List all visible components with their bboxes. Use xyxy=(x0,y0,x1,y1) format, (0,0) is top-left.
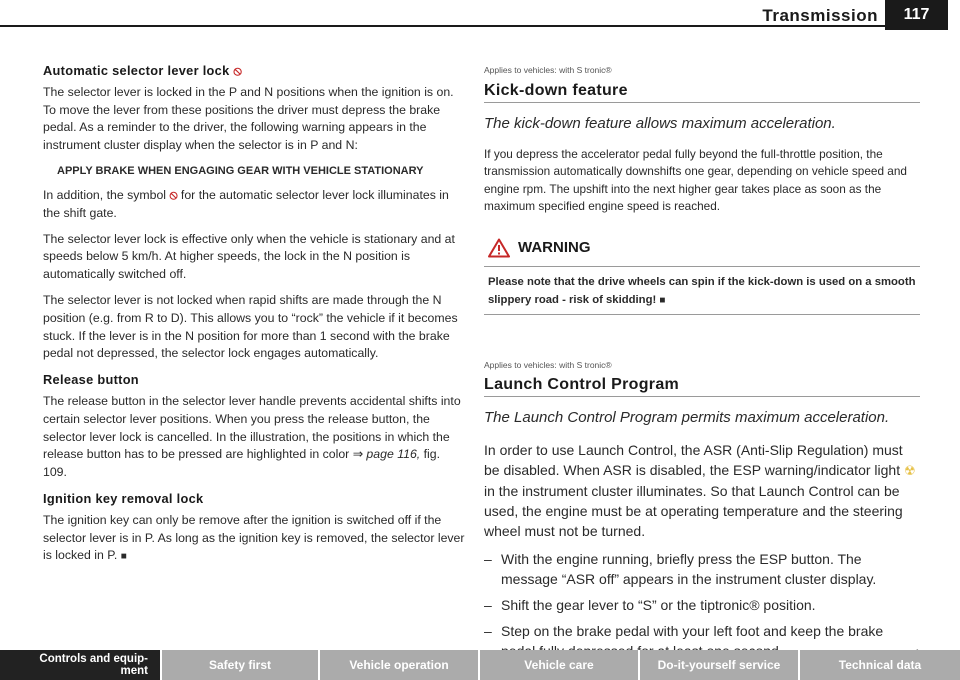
esp-warning-light-icon: ☢ xyxy=(904,463,916,479)
tab-safety-first[interactable]: Safety first xyxy=(162,650,320,680)
applies-to-note: Applies to vehicles: with S tronic® xyxy=(484,65,612,75)
paragraph: The selector lever is locked in the P and N positions when the ignition is on. To move the lever from these positions the driver must depress the brake pedal. As a reminder to the driver, the following warning appears in the instrument cluster display when the selector is in P and N: xyxy=(43,84,454,153)
step-item: – Shift the gear lever to “S” or the tiptronic® position. xyxy=(484,597,816,614)
warning-box xyxy=(484,236,920,315)
chapter-title: Transmission xyxy=(762,6,878,25)
heading-ignition-key-lock: Ignition key removal lock xyxy=(43,490,204,506)
page-reference-link[interactable]: page 116, xyxy=(366,447,421,462)
warning-header xyxy=(484,236,920,267)
left-column xyxy=(43,62,467,574)
lever-lock-icon: ⦸ xyxy=(169,187,178,202)
paragraph: In order to use Launch Control, the ASR (Anti-Slip Regulation) must be disabled. When ASR is disabled, the ESP warning/indicator light ☢ in the instrument cluster illuminates. So that Launch Control can be used, the engine must be at operating temperature and the steering wheel must not be turned. xyxy=(484,442,916,540)
end-mark-icon: ■ xyxy=(120,551,127,563)
step-item: – Step on the brake pedal with your left foot and keep the brake xyxy=(484,623,884,640)
applies-to-note: Applies to vehicles: with S tronic® xyxy=(484,359,612,370)
section-lead: The Launch Control Program permits maximum acceleration. xyxy=(484,409,890,427)
right-column xyxy=(484,62,920,667)
step-item: – With the engine running, briefly press the ESP button. The message “ASR off” appears in the instrument cluster display. xyxy=(484,551,877,588)
warning-label: WARNING xyxy=(518,238,591,256)
chapter-nav xyxy=(0,650,960,680)
section-title-kick-down: Kick-down feature xyxy=(484,82,920,103)
warning-text: Please note that the drive wheels can spin if the kick-down is used on a smooth slippery road - risk of skidding! ■ xyxy=(484,267,920,315)
paragraph: In addition, the symbol ⦸ for the automatic selector lever lock illuminates in the shift gate. xyxy=(43,187,449,220)
page-number: 117 xyxy=(885,0,948,30)
lever-lock-icon: ⦸ xyxy=(233,63,243,78)
ref-arrow-icon: ⇒ xyxy=(352,447,363,462)
paragraph: The selector lever is not locked when rapid shifts are made through the N position (e.g. from R to D). This allows you to “rock” the vehicle if it becomes stuck. If the lever is in the N position for more than 1 second with the brake pedal not depressed, the selector lock engages automatically. xyxy=(43,292,458,361)
paragraph: The selector lever lock is effective only when the vehicle is stationary and at speeds below 5 km/h. At higher speeds, the lock in the N position is automatically switched off. xyxy=(43,231,455,282)
tab-vehicle-care[interactable]: Vehicle care xyxy=(480,650,640,680)
heading-release-button: Release button xyxy=(43,372,139,388)
display-message: APPLY BRAKE WHEN ENGAGING GEAR WITH VEHICLE STATIONARY xyxy=(57,164,424,177)
end-mark-icon: ■ xyxy=(659,294,666,306)
tab-controls-and-equipment[interactable]: Controls and equip- ment xyxy=(0,650,162,680)
paragraph: The release button in the selector lever handle prevents accidental shifts into certain selector lever positions. When you press the release button, the selector lever lock is cancelled. In the illustration, the positions in which the release button has to be pressed are highlighted in color ⇒ page 116, fig. 109. xyxy=(43,393,461,480)
paragraph: If you depress the accelerator pedal fully beyond the full-throttle position, the transmission automatically downshifts one gear, depending on vehicle speed and engine rpm. The upshift into the next higher gear takes place as soon as the maximum specified engine speed is reached. xyxy=(484,146,907,214)
tab-technical-data[interactable]: Technical data xyxy=(800,650,960,680)
section-title-launch-control: Launch Control Program xyxy=(484,376,920,397)
section-lead: The kick-down feature allows maximum acceleration. xyxy=(484,114,836,132)
tab-vehicle-operation[interactable]: Vehicle operation xyxy=(320,650,480,680)
warning-triangle-icon xyxy=(488,238,510,258)
paragraph: The ignition key can only be remove after the ignition is switched off if the selector lever is in P. As long as the ignition key is removed, the selector lever is locked in P. ■ xyxy=(43,512,465,563)
heading-selector-lever-lock: Automatic selector lever lock ⦸ xyxy=(43,63,243,78)
tab-do-it-yourself-service[interactable]: Do-it-yourself service xyxy=(640,650,800,680)
